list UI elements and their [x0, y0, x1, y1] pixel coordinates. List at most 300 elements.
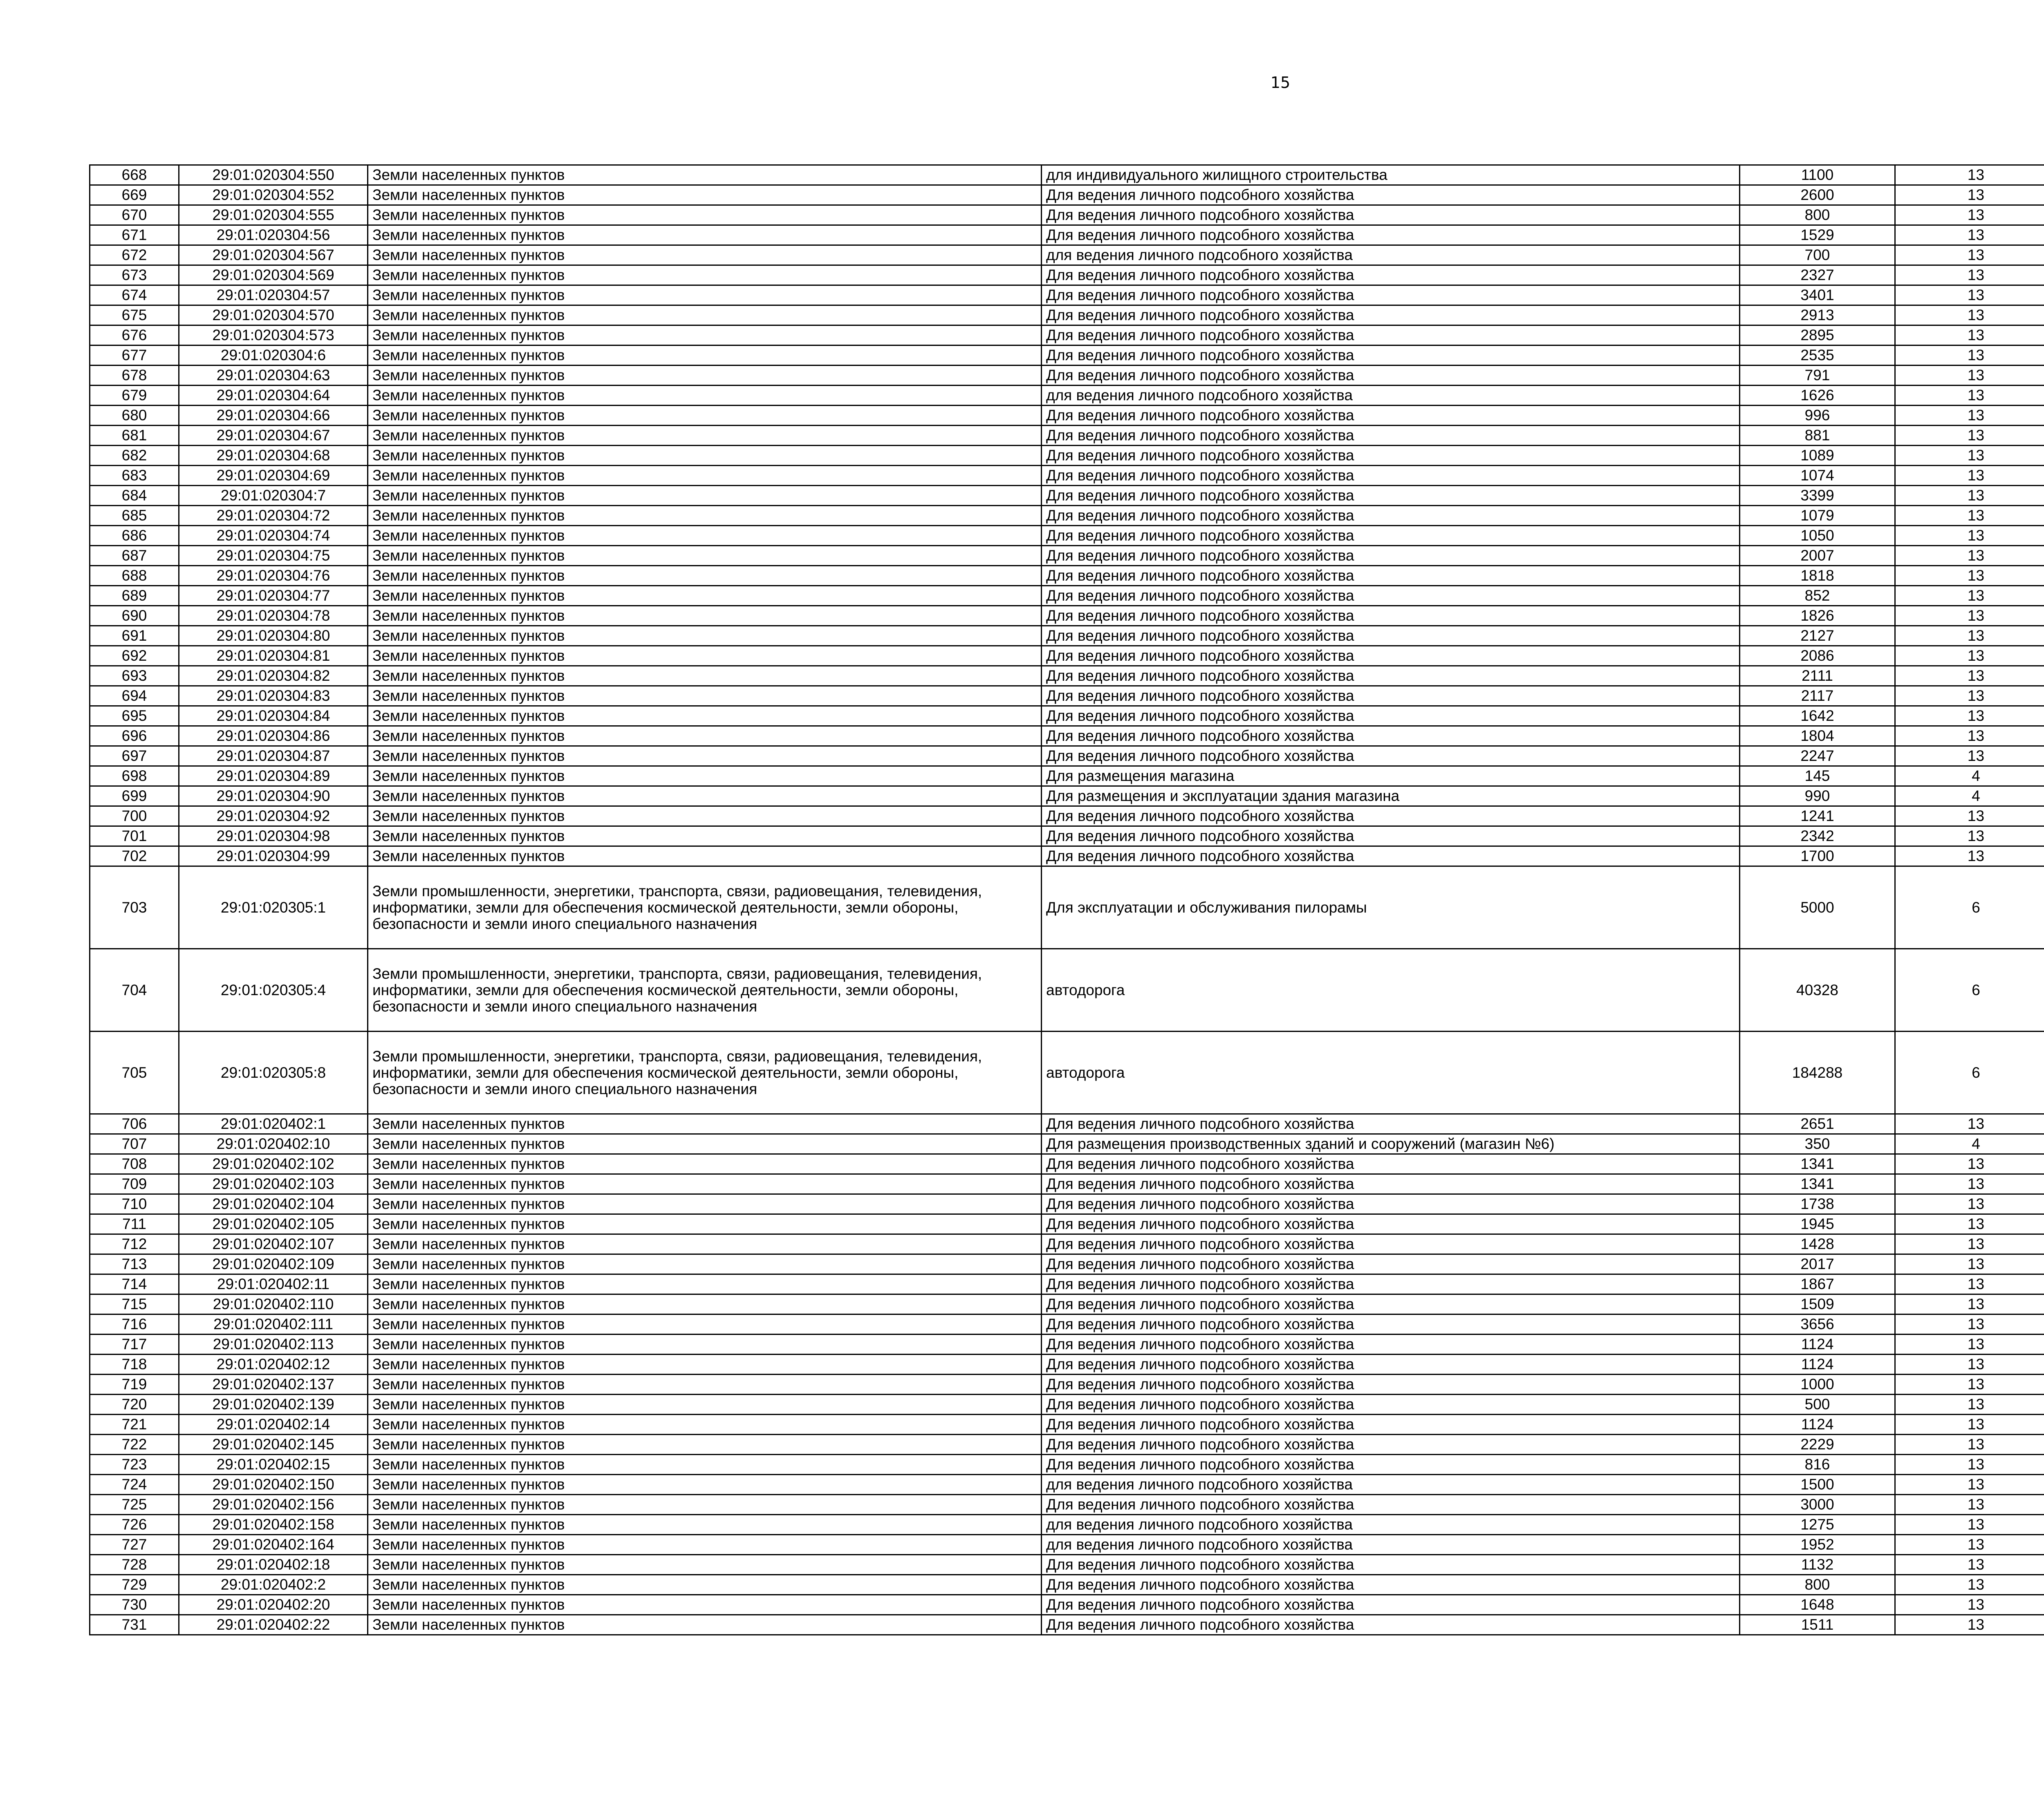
area-cell: 2229 — [1740, 1435, 1895, 1455]
table-row — [90, 1475, 2044, 1495]
row-number-cell: 712 — [90, 1234, 179, 1254]
group-cell: 13 — [1895, 546, 2044, 566]
land-category-cell: Земли населенных пунктов — [368, 826, 1042, 846]
row-number-cell: 678 — [90, 366, 179, 386]
area-cell: 1500 — [1740, 1475, 1895, 1495]
permitted-use-cell: Для ведения личного подсобного хозяйства — [1042, 1555, 1740, 1575]
cadastral-number-cell: 29:01:020402:107 — [179, 1234, 368, 1254]
table-row — [90, 1254, 2044, 1274]
cadastral-number-cell: 29:01:020402:139 — [179, 1395, 368, 1415]
table-row — [90, 746, 2044, 766]
land-category-cell: Земли населенных пунктов — [368, 746, 1042, 766]
group-cell: 13 — [1895, 1174, 2044, 1194]
table-row — [90, 586, 2044, 606]
land-category-cell: Земли населенных пунктов — [368, 1395, 1042, 1415]
cadastral-number-cell: 29:01:020402:20 — [179, 1595, 368, 1615]
cadastral-number-cell: 29:01:020304:7 — [179, 486, 368, 506]
table-row — [90, 646, 2044, 666]
row-number-cell: 690 — [90, 606, 179, 626]
table-row — [90, 1154, 2044, 1174]
area-cell: 1275 — [1740, 1515, 1895, 1535]
cadastral-number-cell: 29:01:020402:14 — [179, 1415, 368, 1435]
group-cell: 13 — [1895, 345, 2044, 366]
area-cell: 1952 — [1740, 1535, 1895, 1555]
cadastral-number-cell: 29:01:020402:10 — [179, 1134, 368, 1154]
row-number-cell: 714 — [90, 1274, 179, 1294]
cadastral-number-cell: 29:01:020402:145 — [179, 1435, 368, 1455]
area-cell: 3401 — [1740, 285, 1895, 305]
table-row — [90, 486, 2044, 506]
cadastral-number-cell: 29:01:020304:555 — [179, 205, 368, 225]
cadastral-number-cell: 29:01:020304:86 — [179, 726, 368, 746]
row-number-cell: 723 — [90, 1455, 179, 1475]
cadastral-number-cell: 29:01:020304:72 — [179, 506, 368, 526]
table-row — [90, 506, 2044, 526]
area-cell: 2342 — [1740, 826, 1895, 846]
permitted-use-cell: Для ведения личного подсобного хозяйства — [1042, 666, 1740, 686]
group-cell: 6 — [1895, 866, 2044, 949]
group-cell: 13 — [1895, 1254, 2044, 1274]
group-cell: 4 — [1895, 1134, 2044, 1154]
permitted-use-cell: Для ведения личного подсобного хозяйства — [1042, 1435, 1740, 1455]
permitted-use-cell: Для ведения личного подсобного хозяйства — [1042, 1615, 1740, 1635]
group-cell: 13 — [1895, 305, 2044, 325]
group-cell: 13 — [1895, 245, 2044, 265]
group-cell: 13 — [1895, 366, 2044, 386]
land-category-cell: Земли населенных пунктов — [368, 1375, 1042, 1395]
group-cell: 13 — [1895, 225, 2044, 245]
area-cell: 1241 — [1740, 806, 1895, 826]
row-number-cell: 698 — [90, 766, 179, 786]
row-number-cell: 702 — [90, 846, 179, 866]
cadastral-number-cell: 29:01:020305:1 — [179, 866, 368, 949]
group-cell: 13 — [1895, 1435, 2044, 1455]
area-cell: 2007 — [1740, 546, 1895, 566]
land-category-cell: Земли населенных пунктов — [368, 1435, 1042, 1455]
cadastral-number-cell: 29:01:020304:77 — [179, 586, 368, 606]
land-category-cell: Земли населенных пунктов — [368, 1134, 1042, 1154]
table-row — [90, 1615, 2044, 1635]
area-cell: 2895 — [1740, 325, 1895, 345]
land-category-cell: Земли населенных пунктов — [368, 285, 1042, 305]
area-cell: 2117 — [1740, 686, 1895, 706]
group-cell: 13 — [1895, 1114, 2044, 1134]
cadastral-number-cell: 29:01:020402:158 — [179, 1515, 368, 1535]
row-number-cell: 671 — [90, 225, 179, 245]
group-cell: 13 — [1895, 826, 2044, 846]
table-row — [90, 786, 2044, 806]
row-number-cell: 693 — [90, 666, 179, 686]
land-category-cell: Земли населенных пунктов — [368, 386, 1042, 406]
permitted-use-cell: Для ведения личного подсобного хозяйства — [1042, 806, 1740, 826]
group-cell: 13 — [1895, 586, 2044, 606]
permitted-use-cell: Для ведения личного подсобного хозяйства — [1042, 325, 1740, 345]
permitted-use-cell: Для ведения личного подсобного хозяйства — [1042, 366, 1740, 386]
permitted-use-cell: Для ведения личного подсобного хозяйства — [1042, 446, 1740, 466]
group-cell: 13 — [1895, 1455, 2044, 1475]
permitted-use-cell: Для ведения личного подсобного хозяйства — [1042, 1274, 1740, 1294]
row-number-cell: 715 — [90, 1294, 179, 1314]
row-number-cell: 699 — [90, 786, 179, 806]
row-number-cell: 676 — [90, 325, 179, 345]
table-row — [90, 1575, 2044, 1595]
table-row — [90, 386, 2044, 406]
area-cell: 1529 — [1740, 225, 1895, 245]
cadastral-number-cell: 29:01:020304:64 — [179, 386, 368, 406]
land-category-cell: Земли населенных пунктов — [368, 566, 1042, 586]
row-number-cell: 691 — [90, 626, 179, 646]
land-category-cell: Земли населенных пунктов — [368, 1415, 1042, 1435]
area-cell: 3656 — [1740, 1314, 1895, 1335]
permitted-use-cell: для индивидуального жилищного строительства — [1042, 165, 1740, 185]
permitted-use-cell: автодорога — [1042, 1032, 1740, 1114]
permitted-use-cell: Для ведения личного подсобного хозяйства — [1042, 265, 1740, 285]
cadastral-number-cell: 29:01:020304:68 — [179, 446, 368, 466]
row-number-cell: 726 — [90, 1515, 179, 1535]
land-category-cell: Земли населенных пунктов — [368, 1335, 1042, 1355]
cadastral-number-cell: 29:01:020304:569 — [179, 265, 368, 285]
cadastral-number-cell: 29:01:020402:18 — [179, 1555, 368, 1575]
row-number-cell: 704 — [90, 949, 179, 1032]
table-row — [90, 1455, 2044, 1475]
cadastral-number-cell: 29:01:020304:76 — [179, 566, 368, 586]
permitted-use-cell: для ведения личного подсобного хозяйства — [1042, 245, 1740, 265]
row-number-cell: 685 — [90, 506, 179, 526]
area-cell: 2913 — [1740, 305, 1895, 325]
area-cell: 700 — [1740, 245, 1895, 265]
cadastral-number-cell: 29:01:020402:102 — [179, 1154, 368, 1174]
group-cell: 13 — [1895, 526, 2044, 546]
land-category-cell: Земли промышленности, энергетики, транспорта, связи, радиовещания, телевидения, информатики, земли для обеспечения космической деятельности, земли обороны, безопасности и земли иного специального назначения — [368, 866, 1042, 949]
row-number-cell: 686 — [90, 526, 179, 546]
permitted-use-cell: Для размещения и эксплуатации здания магазина — [1042, 786, 1740, 806]
land-category-cell: Земли населенных пунктов — [368, 526, 1042, 546]
land-category-cell: Земли населенных пунктов — [368, 1234, 1042, 1254]
cadastral-number-cell: 29:01:020402:137 — [179, 1375, 368, 1395]
group-cell: 13 — [1895, 1515, 2044, 1535]
cadastral-number-cell: 29:01:020304:69 — [179, 466, 368, 486]
permitted-use-cell: Для ведения личного подсобного хозяйства — [1042, 846, 1740, 866]
land-category-cell: Земли населенных пунктов — [368, 345, 1042, 366]
land-category-cell: Земли населенных пунктов — [368, 1254, 1042, 1274]
land-category-cell: Земли населенных пунктов — [368, 786, 1042, 806]
row-number-cell: 729 — [90, 1575, 179, 1595]
permitted-use-cell: Для ведения личного подсобного хозяйства — [1042, 1314, 1740, 1335]
area-cell: 852 — [1740, 586, 1895, 606]
row-number-cell: 706 — [90, 1114, 179, 1134]
group-cell: 13 — [1895, 666, 2044, 686]
table-row — [90, 1395, 2044, 1415]
area-cell: 2086 — [1740, 646, 1895, 666]
land-category-cell: Земли населенных пунктов — [368, 1535, 1042, 1555]
cadastral-number-cell: 29:01:020304:92 — [179, 806, 368, 826]
group-cell: 13 — [1895, 1314, 2044, 1335]
group-cell: 13 — [1895, 406, 2044, 426]
permitted-use-cell: автодорога — [1042, 949, 1740, 1032]
cadastral-number-cell: 29:01:020402:15 — [179, 1455, 368, 1475]
land-category-cell: Земли населенных пунктов — [368, 446, 1042, 466]
table-row — [90, 566, 2044, 586]
land-category-cell: Земли населенных пунктов — [368, 766, 1042, 786]
area-cell: 1079 — [1740, 506, 1895, 526]
cadastral-number-cell: 29:01:020304:56 — [179, 225, 368, 245]
area-cell: 816 — [1740, 1455, 1895, 1475]
row-number-cell: 674 — [90, 285, 179, 305]
group-cell: 13 — [1895, 606, 2044, 626]
land-category-cell: Земли населенных пунктов — [368, 1294, 1042, 1314]
area-cell: 350 — [1740, 1134, 1895, 1154]
group-cell: 13 — [1895, 1535, 2044, 1555]
land-category-cell: Земли населенных пунктов — [368, 185, 1042, 205]
area-cell: 1341 — [1740, 1174, 1895, 1194]
group-cell: 13 — [1895, 386, 2044, 406]
cadastral-number-cell: 29:01:020402:105 — [179, 1214, 368, 1234]
row-number-cell: 681 — [90, 426, 179, 446]
table-row — [90, 1314, 2044, 1335]
land-category-cell: Земли населенных пунктов — [368, 1154, 1042, 1174]
land-category-cell: Земли населенных пунктов — [368, 1555, 1042, 1575]
row-number-cell: 700 — [90, 806, 179, 826]
area-cell: 2600 — [1740, 185, 1895, 205]
area-cell: 791 — [1740, 366, 1895, 386]
row-number-cell: 675 — [90, 305, 179, 325]
row-number-cell: 692 — [90, 646, 179, 666]
cadastral-number-cell: 29:01:020402:109 — [179, 1254, 368, 1274]
land-category-cell: Земли населенных пунктов — [368, 1174, 1042, 1194]
cadastral-number-cell: 29:01:020402:156 — [179, 1495, 368, 1515]
table-row — [90, 185, 2044, 205]
table-row — [90, 406, 2044, 426]
cadastral-number-cell: 29:01:020304:75 — [179, 546, 368, 566]
permitted-use-cell: Для ведения личного подсобного хозяйства — [1042, 726, 1740, 746]
area-cell: 990 — [1740, 786, 1895, 806]
area-cell: 1132 — [1740, 1555, 1895, 1575]
table-row — [90, 1114, 2044, 1134]
group-cell: 13 — [1895, 746, 2044, 766]
cadastral-number-cell: 29:01:020304:98 — [179, 826, 368, 846]
cadastral-number-cell: 29:01:020304:82 — [179, 666, 368, 686]
land-category-cell: Земли населенных пунктов — [368, 1575, 1042, 1595]
group-cell: 13 — [1895, 1475, 2044, 1495]
group-cell: 13 — [1895, 486, 2044, 506]
permitted-use-cell: Для ведения личного подсобного хозяйства — [1042, 626, 1740, 646]
cadastral-number-cell: 29:01:020304:90 — [179, 786, 368, 806]
permitted-use-cell: Для ведения личного подсобного хозяйства — [1042, 1194, 1740, 1214]
area-cell: 800 — [1740, 1575, 1895, 1595]
permitted-use-cell: Для ведения личного подсобного хозяйства — [1042, 406, 1740, 426]
land-category-cell: Земли населенных пунктов — [368, 726, 1042, 746]
cadastral-number-cell: 29:01:020304:567 — [179, 245, 368, 265]
table-row — [90, 726, 2044, 746]
table-row — [90, 225, 2044, 245]
area-cell: 800 — [1740, 205, 1895, 225]
land-category-cell: Земли населенных пунктов — [368, 486, 1042, 506]
table-row — [90, 1194, 2044, 1214]
cadastral-number-cell: 29:01:020305:4 — [179, 949, 368, 1032]
area-cell: 2247 — [1740, 746, 1895, 766]
group-cell: 13 — [1895, 446, 2044, 466]
group-cell: 13 — [1895, 426, 2044, 446]
permitted-use-cell: Для ведения личного подсобного хозяйства — [1042, 1234, 1740, 1254]
area-cell: 996 — [1740, 406, 1895, 426]
group-cell: 13 — [1895, 806, 2044, 826]
cadastral-number-cell: 29:01:020402:11 — [179, 1274, 368, 1294]
land-category-cell: Земли населенных пунктов — [368, 666, 1042, 686]
group-cell: 6 — [1895, 1032, 2044, 1114]
area-cell: 1100 — [1740, 165, 1895, 185]
table-row — [90, 1134, 2044, 1154]
land-category-cell: Земли населенных пунктов — [368, 426, 1042, 446]
group-cell: 4 — [1895, 766, 2044, 786]
cadastral-number-cell: 29:01:020402:164 — [179, 1535, 368, 1555]
area-cell: 1124 — [1740, 1355, 1895, 1375]
area-cell: 2017 — [1740, 1254, 1895, 1274]
permitted-use-cell: Для ведения личного подсобного хозяйства — [1042, 185, 1740, 205]
area-cell: 2127 — [1740, 626, 1895, 646]
area-cell: 1509 — [1740, 1294, 1895, 1314]
group-cell: 6 — [1895, 949, 2044, 1032]
table-body — [90, 165, 2044, 1635]
table-row — [90, 1294, 2044, 1314]
permitted-use-cell: Для ведения личного подсобного хозяйства — [1042, 1595, 1740, 1615]
land-category-cell: Земли населенных пунктов — [368, 846, 1042, 866]
permitted-use-cell: Для эксплуатации и обслуживания пилорамы — [1042, 866, 1740, 949]
row-number-cell: 720 — [90, 1395, 179, 1415]
cadastral-number-cell: 29:01:020402:150 — [179, 1475, 368, 1495]
table-row — [90, 826, 2044, 846]
group-cell: 13 — [1895, 686, 2044, 706]
group-cell: 13 — [1895, 325, 2044, 345]
group-cell: 13 — [1895, 1355, 2044, 1375]
area-cell: 1050 — [1740, 526, 1895, 546]
group-cell: 13 — [1895, 626, 2044, 646]
land-category-cell: Земли населенных пунктов — [368, 325, 1042, 345]
table-row — [90, 305, 2044, 325]
row-number-cell: 697 — [90, 746, 179, 766]
cadastral-number-cell: 29:01:020304:84 — [179, 706, 368, 726]
area-cell: 1867 — [1740, 1274, 1895, 1294]
permitted-use-cell: Для ведения личного подсобного хозяйства — [1042, 1335, 1740, 1355]
table-row — [90, 766, 2044, 786]
area-cell: 1089 — [1740, 446, 1895, 466]
permitted-use-cell: Для ведения личного подсобного хозяйства — [1042, 686, 1740, 706]
cadastral-number-cell: 29:01:020402:113 — [179, 1335, 368, 1355]
cadastral-number-cell: 29:01:020305:8 — [179, 1032, 368, 1114]
cadastral-number-cell: 29:01:020304:66 — [179, 406, 368, 426]
cadastral-number-cell: 29:01:020402:104 — [179, 1194, 368, 1214]
land-category-cell: Земли населенных пунктов — [368, 305, 1042, 325]
table-row — [90, 1174, 2044, 1194]
row-number-cell: 670 — [90, 205, 179, 225]
area-cell: 2535 — [1740, 345, 1895, 366]
area-cell: 3399 — [1740, 486, 1895, 506]
area-cell: 2111 — [1740, 666, 1895, 686]
table-row — [90, 806, 2044, 826]
permitted-use-cell: для ведения личного подсобного хозяйства — [1042, 1535, 1740, 1555]
land-parcel-table — [89, 164, 2044, 1635]
table-row — [90, 666, 2044, 686]
table-row — [90, 446, 2044, 466]
group-cell: 13 — [1895, 1274, 2044, 1294]
row-number-cell: 688 — [90, 566, 179, 586]
area-cell: 881 — [1740, 426, 1895, 446]
table-row — [90, 1274, 2044, 1294]
group-cell: 13 — [1895, 1615, 2044, 1635]
land-category-cell: Земли промышленности, энергетики, транспорта, связи, радиовещания, телевидения, информатики, земли для обеспечения космической деятельности, земли обороны, безопасности и земли иного специального назначения — [368, 1032, 1042, 1114]
permitted-use-cell: Для ведения личного подсобного хозяйства — [1042, 1114, 1740, 1134]
table-row — [90, 1234, 2044, 1254]
table-row — [90, 466, 2044, 486]
cadastral-number-cell: 29:01:020304:57 — [179, 285, 368, 305]
permitted-use-cell: Для размещения магазина — [1042, 766, 1740, 786]
table-row — [90, 949, 2044, 1032]
table-row — [90, 245, 2044, 265]
cadastral-number-cell: 29:01:020402:2 — [179, 1575, 368, 1595]
permitted-use-cell: Для ведения личного подсобного хозяйства — [1042, 566, 1740, 586]
land-category-cell: Земли населенных пунктов — [368, 1194, 1042, 1214]
table-row — [90, 546, 2044, 566]
land-category-cell: Земли населенных пунктов — [368, 225, 1042, 245]
row-number-cell: 684 — [90, 486, 179, 506]
permitted-use-cell: Для ведения личного подсобного хозяйства — [1042, 606, 1740, 626]
table-row — [90, 606, 2044, 626]
permitted-use-cell: Для ведения личного подсобного хозяйства — [1042, 426, 1740, 446]
table-row — [90, 686, 2044, 706]
cadastral-number-cell: 29:01:020304:78 — [179, 606, 368, 626]
permitted-use-cell: Для ведения личного подсобного хозяйства — [1042, 1575, 1740, 1595]
area-cell: 1826 — [1740, 606, 1895, 626]
cadastral-number-cell: 29:01:020304:74 — [179, 526, 368, 546]
area-cell: 3000 — [1740, 1495, 1895, 1515]
area-cell: 145 — [1740, 766, 1895, 786]
row-number-cell: 713 — [90, 1254, 179, 1274]
permitted-use-cell: Для ведения личного подсобного хозяйства — [1042, 646, 1740, 666]
land-category-cell: Земли населенных пунктов — [368, 1455, 1042, 1475]
row-number-cell: 707 — [90, 1134, 179, 1154]
cadastral-number-cell: 29:01:020402:103 — [179, 1174, 368, 1194]
area-cell: 1074 — [1740, 466, 1895, 486]
table-row — [90, 1355, 2044, 1375]
land-category-cell: Земли населенных пунктов — [368, 686, 1042, 706]
cadastral-number-cell: 29:01:020304:570 — [179, 305, 368, 325]
cadastral-number-cell: 29:01:020402:22 — [179, 1615, 368, 1635]
group-cell: 13 — [1895, 506, 2044, 526]
row-number-cell: 701 — [90, 826, 179, 846]
table-row — [90, 1555, 2044, 1575]
permitted-use-cell: для ведения личного подсобного хозяйства — [1042, 386, 1740, 406]
permitted-use-cell: Для ведения личного подсобного хозяйства — [1042, 225, 1740, 245]
area-cell: 1804 — [1740, 726, 1895, 746]
area-cell: 1511 — [1740, 1615, 1895, 1635]
land-category-cell: Земли населенных пунктов — [368, 1214, 1042, 1234]
cadastral-number-cell: 29:01:020304:552 — [179, 185, 368, 205]
permitted-use-cell: Для ведения личного подсобного хозяйства — [1042, 526, 1740, 546]
permitted-use-cell: Для ведения личного подсобного хозяйства — [1042, 1174, 1740, 1194]
permitted-use-cell: Для ведения личного подсобного хозяйства — [1042, 586, 1740, 606]
land-category-cell: Земли населенных пунктов — [368, 626, 1042, 646]
row-number-cell: 725 — [90, 1495, 179, 1515]
row-number-cell: 669 — [90, 185, 179, 205]
land-category-cell: Земли населенных пунктов — [368, 1615, 1042, 1635]
cadastral-number-cell: 29:01:020304:81 — [179, 646, 368, 666]
row-number-cell: 680 — [90, 406, 179, 426]
row-number-cell: 687 — [90, 546, 179, 566]
group-cell: 13 — [1895, 185, 2044, 205]
row-number-cell: 677 — [90, 345, 179, 366]
permitted-use-cell: для ведения личного подсобного хозяйства — [1042, 1515, 1740, 1535]
area-cell: 500 — [1740, 1395, 1895, 1415]
table-row — [90, 1535, 2044, 1555]
